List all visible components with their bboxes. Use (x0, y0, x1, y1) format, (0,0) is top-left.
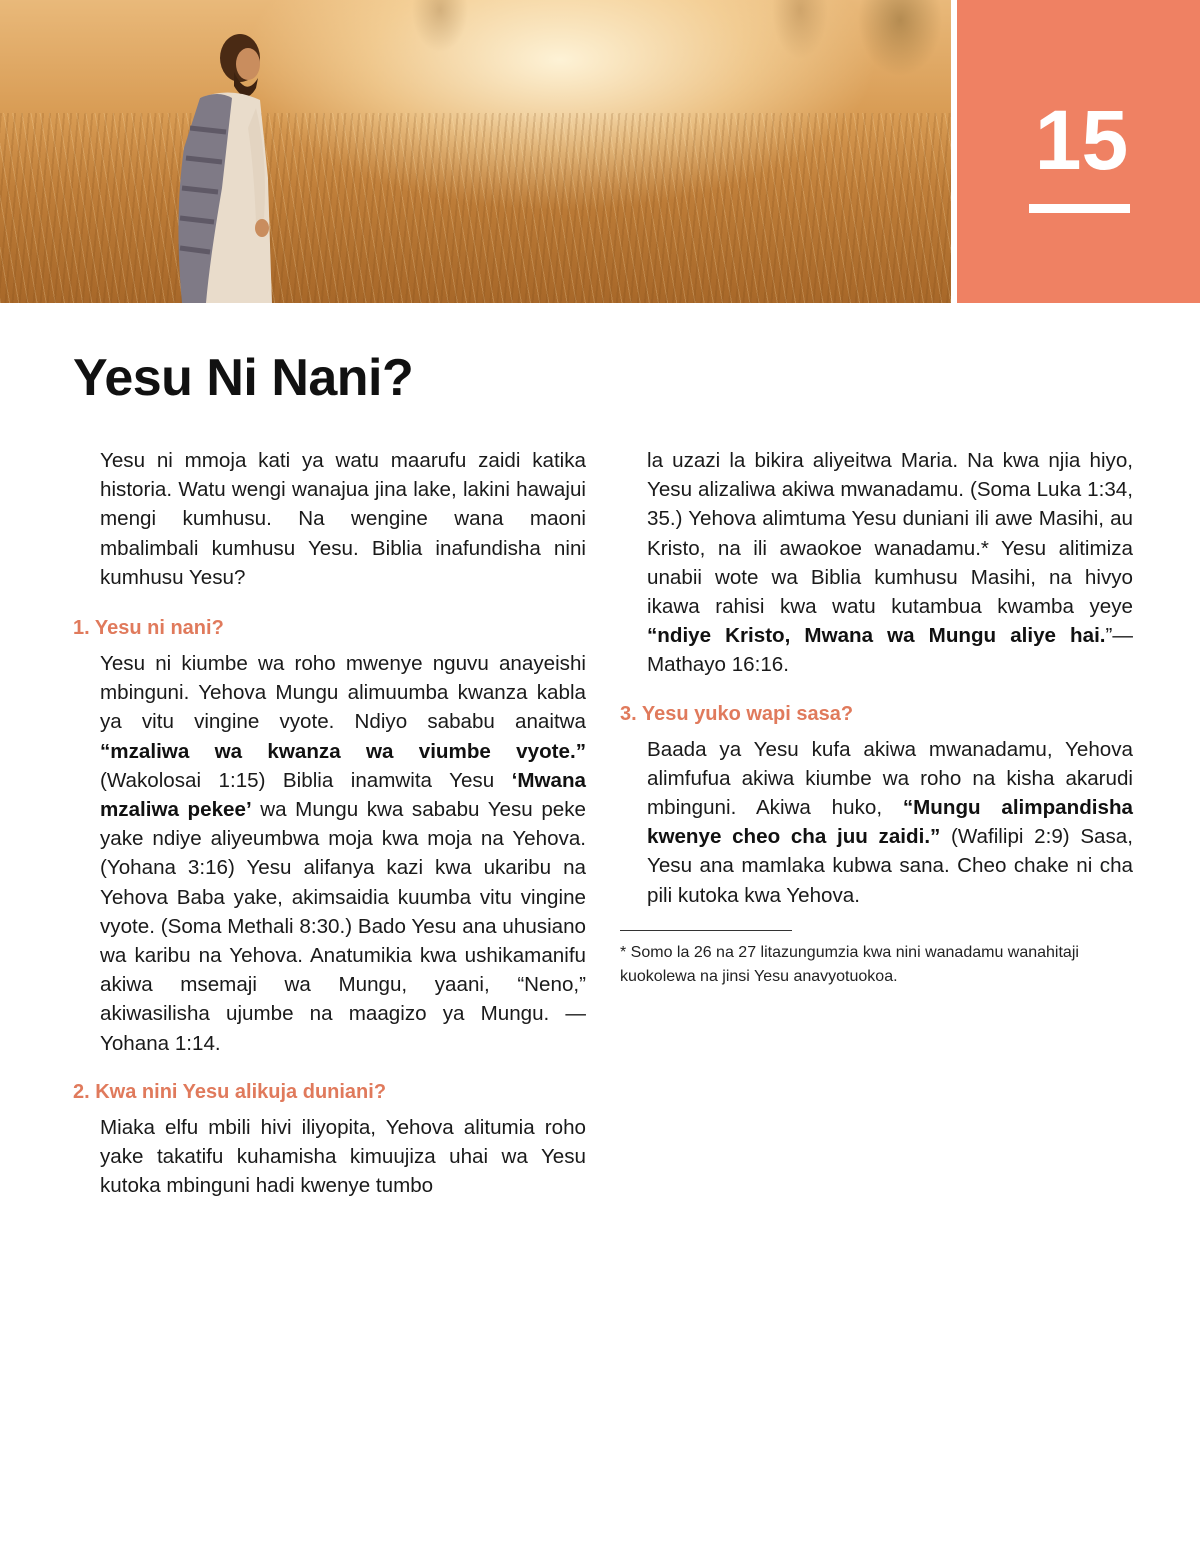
chapter-number-box (957, 0, 1200, 303)
bold-quote: “Mungu alimpandisha kwenye cheo cha juu zaidi.” (647, 796, 1133, 849)
answer-2-paragraph-cont: la uzazi la bikira aliyeitwa Maria. Na kwa njia hiyo, Yesu alizaliwa akiwa mwanadamu. (Soma Luka 1:34, 35.) Yehova alimtuma Yesu duniani ili awe Masihi, au Kristo, na ili awaokoe wanadamu.* Yesu alitimiza unabii wote wa Biblia kumhusu Masihi, na hivyo ikawa rahisi kwa watu kutambua kwamba yeye “ndiye Kristo, Mwana wa Mungu aliye hai.”—Mathayo 16:16. (647, 449, 1133, 677)
walking-man-figure (160, 28, 290, 303)
bold-quote: “mzaliwa wa kwanza wa viumbe vyote.” (100, 739, 586, 763)
right-column (620, 446, 1133, 989)
answer-1-paragraph: Yesu ni kiumbe wa roho mwenye nguvu anayeishi mbinguni. Yehova Mungu alimuumba kwanza kabla ya vitu vingine vyote. Ndiyo sababu anaitwa “mzaliwa wa kwanza wa viumbe vyote.” (Wakolosai 1:15) Biblia inamwita Yesu ‘Mwana mzaliwa pekee’ wa Mungu kwa sababu Yesu peke yake ndiye aliyeumbwa moja kwa moja na Yehova. (Yohana 3:16) Yesu alifanya kazi kwa ukaribu na Yehova Baba yake, akimsaidia kuumba vitu vingine vyote. (Soma Methali 8:30.) Bado Yesu ana uhusiano wa karibu na Yehova. Anatumikia kwa ushikamanifu akiwa msemaji wa Mungu, yaani, “Neno,” akiwasilisha ujumbe na maagizo ya Mungu. —Yohana 1:14. (100, 652, 586, 1055)
background-trees (380, 0, 951, 90)
chapter-underline (1029, 204, 1130, 213)
bold-quote: “ndiye Kristo, Mwana wa Mungu aliye hai. (647, 624, 1106, 648)
grass-field (0, 113, 951, 303)
header-photo (0, 0, 951, 303)
footnote: * Somo la 26 na 27 litazungumzia kwa nini wanadamu wanahitaji kuokolewa na jinsi Yesu anavyotuokoa. (620, 943, 1079, 985)
intro-paragraph: Yesu ni mmoja kati ya watu maarufu zaidi katika historia. Watu wengi wanajua jina lake, lakini hawajui mengi kumhusu. Na wengine wana maoni mbalimbali kumhusu Yesu. Biblia inafundisha nini kumhusu Yesu? (100, 449, 586, 589)
answer-3-paragraph: Baada ya Yesu kufa akiwa mwanadamu, Yehova alimfufua akiwa kiumbe wa roho na kisha akarudi mbinguni. Akiwa huko, “Mungu alimpandisha kwenye cheo cha juu zaidi.” (Wafilipi 2:9) Sasa, Yesu ana mamlaka kubwa sana. Cheo chake ni cha pili kutoka kwa Yehova. (647, 737, 1133, 907)
footnote-divider (620, 930, 792, 931)
chapter-number: 15 (1034, 93, 1129, 187)
question-2-heading: 2. Kwa nini Yesu alikuja duniani? (73, 1080, 387, 1103)
question-3-heading: 3. Yesu yuko wapi sasa? (620, 702, 854, 725)
page-title: Yesu Ni Nani? (73, 349, 414, 407)
bold-quote: ‘Mwana mzaliwa pekee’ (100, 768, 586, 822)
answer-2-paragraph-start: Miaka elfu mbili hivi iliyopita, Yehova alitumia roho yake takatifu kuhamisha kimuujiza uhai wa Yesu kutoka mbinguni hadi kwenye tumbo (100, 1115, 586, 1198)
left-column (73, 446, 586, 1200)
question-1-heading: 1. Yesu ni nani? (73, 617, 224, 640)
